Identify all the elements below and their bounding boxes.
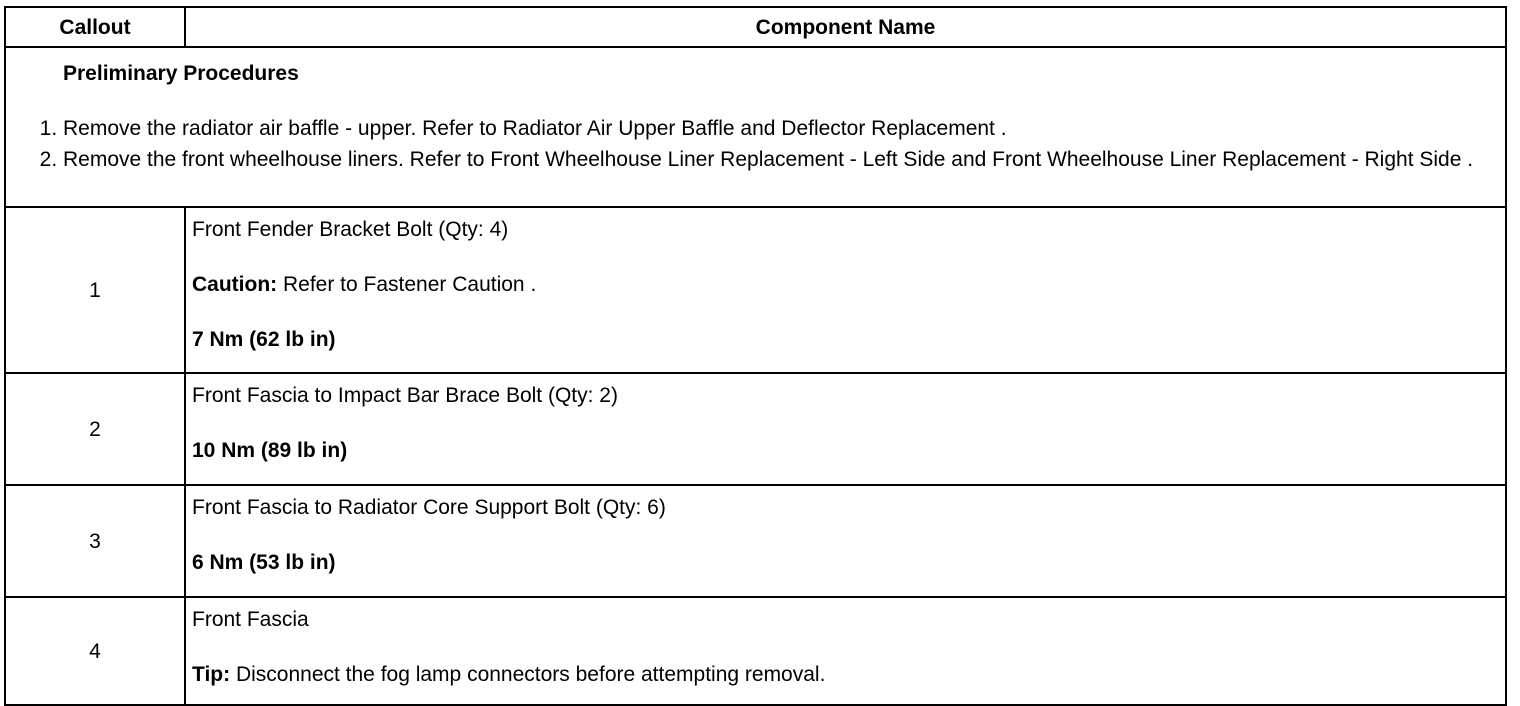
callout-number: 2 (5, 373, 185, 485)
component-name: Front Fender Bracket Bolt (Qty: 4) (192, 218, 509, 241)
table-row (5, 597, 1506, 705)
torque-spec: 6 Nm (53 lb in) (192, 551, 336, 574)
callout-header: Callout (5, 7, 185, 47)
header-row (5, 7, 1506, 47)
component-cell (185, 373, 1506, 485)
procedure-table (4, 6, 1507, 706)
component-cell (185, 597, 1506, 705)
caution-label: Caution: (192, 273, 278, 296)
caution-text: Refer to Fastener Caution . (277, 273, 537, 296)
component-cell (185, 485, 1506, 597)
tip-label: Tip: (192, 663, 231, 686)
torque-spec: 10 Nm (89 lb in) (192, 439, 348, 462)
preliminary-procedures (5, 47, 1506, 207)
callout-number: 1 (5, 207, 185, 373)
component-name-header: Component Name (185, 7, 1506, 47)
preliminary-title: Preliminary Procedures (63, 62, 299, 85)
callout-number: 3 (5, 485, 185, 597)
torque-spec: 7 Nm (62 lb in) (192, 328, 336, 351)
component-name: Front Fascia (192, 608, 309, 631)
component-name: Front Fascia to Radiator Core Support Bolt (Qty: 6) (192, 496, 666, 519)
preliminary-steps (6, 115, 1505, 173)
table-row (5, 207, 1506, 373)
caution-note (192, 271, 1499, 298)
table-row (5, 485, 1506, 597)
preliminary-step: 1. Remove the radiator air baffle - upper. Refer to Radiator Air Upper Baffle and Deflector Replacement . (63, 115, 1505, 142)
callout-number: 4 (5, 597, 185, 705)
tip-text: Disconnect the fog lamp connectors before attempting removal. (230, 663, 826, 686)
preliminary-row (5, 47, 1506, 207)
tip-note (192, 661, 1499, 688)
component-name: Front Fascia to Impact Bar Brace Bolt (Qty: 2) (192, 384, 618, 407)
preliminary-step: 2. Remove the front wheelhouse liners. Refer to Front Wheelhouse Liner Replacement - Left Side and Front Wheelhouse Liner Replacement - Right Side . (63, 146, 1505, 173)
component-cell (185, 207, 1506, 373)
table-row (5, 373, 1506, 485)
